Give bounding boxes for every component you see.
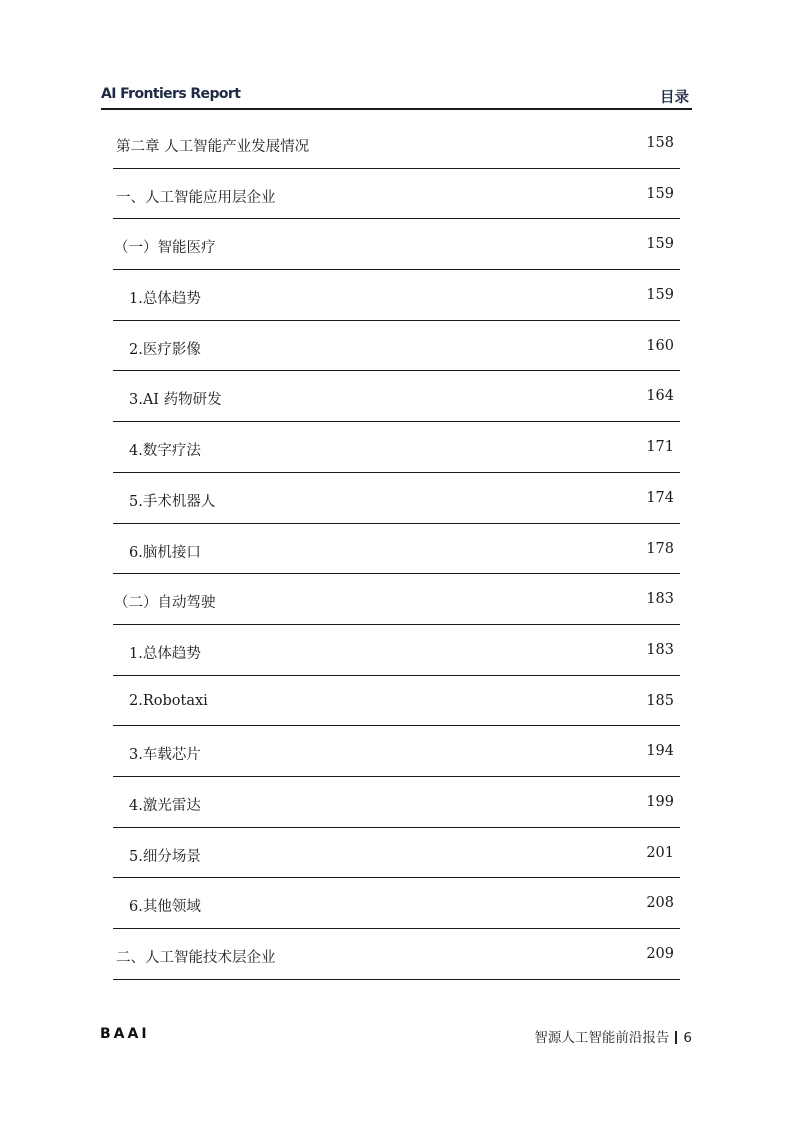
- toc-entry-item[interactable]: [113, 321, 680, 372]
- toc-entry-page: 160: [646, 337, 674, 354]
- toc-entry-item[interactable]: [113, 371, 680, 422]
- toc-entry-label: 1.总体趋势: [129, 645, 201, 662]
- toc-entry-label: 4.激光雷达: [129, 797, 201, 814]
- toc-entry-label: 第二章 人工智能产业发展情况: [116, 139, 310, 155]
- toc-entry-page: 158: [646, 135, 674, 151]
- page-footer: [534, 1026, 692, 1046]
- toc-entry-section[interactable]: [113, 169, 680, 220]
- toc-entry-subsection[interactable]: [113, 574, 680, 625]
- toc-entry-item[interactable]: [113, 270, 680, 321]
- toc-entry-page: 159: [646, 185, 674, 202]
- page-number: 6: [683, 1030, 692, 1046]
- toc-entry-page: 194: [646, 743, 674, 760]
- toc-entry-item[interactable]: [113, 828, 680, 879]
- toc-entry-item[interactable]: [113, 878, 680, 929]
- toc-entry-label: 3.车载芯片: [129, 747, 201, 764]
- footer-separator: [675, 1031, 677, 1044]
- toc-entry-label: （一）智能医疗: [114, 240, 216, 257]
- toc-entry-subsection[interactable]: [113, 219, 680, 270]
- toc-entry-label: 一、人工智能应用层企业: [116, 189, 276, 206]
- toc-entry-item[interactable]: [113, 625, 680, 676]
- toc-entry-page: 208: [646, 895, 674, 912]
- toc-entry-page: 201: [646, 844, 674, 861]
- toc-entry-page: 209: [646, 946, 674, 962]
- page-header: [101, 86, 692, 108]
- toc-entry-label: 2.Robotaxi: [129, 692, 208, 709]
- toc-entry-label: 二、人工智能技术层企业: [116, 950, 276, 966]
- toc-entry-label: （二）自动驾驶: [114, 595, 216, 612]
- toc-entry-label: 2.医疗影像: [129, 341, 201, 358]
- toc-entry-label: 4.数字疗法: [129, 443, 201, 460]
- toc-entry-item[interactable]: [113, 726, 680, 777]
- report-title: AI Frontiers Report: [101, 86, 241, 102]
- toc-entry-section[interactable]: [113, 929, 680, 980]
- toc-entry-page: 178: [646, 540, 674, 557]
- toc-entry-item[interactable]: [113, 473, 680, 524]
- toc-entry-item[interactable]: [113, 676, 680, 727]
- toc-entry-label: 6.脑机接口: [129, 544, 201, 561]
- toc-entry-label: 5.细分场景: [129, 848, 201, 865]
- table-of-contents: [113, 118, 680, 980]
- toc-entry-item[interactable]: [113, 524, 680, 575]
- toc-entry-label: 1.总体趋势: [129, 291, 201, 308]
- toc-entry-item[interactable]: [113, 777, 680, 828]
- baai-logo: BAAI: [100, 1026, 150, 1042]
- toc-entry-item[interactable]: [113, 422, 680, 473]
- toc-entry-chapter[interactable]: [113, 118, 680, 169]
- toc-entry-label: 3.AI 药物研发: [129, 392, 222, 409]
- toc-entry-page: 164: [646, 388, 674, 405]
- toc-entry-page: 199: [646, 793, 674, 810]
- toc-entry-page: 185: [646, 692, 674, 709]
- toc-entry-page: 171: [646, 439, 674, 456]
- section-title: 目录: [660, 90, 689, 106]
- toc-entry-page: 183: [646, 641, 674, 658]
- footer-report-name: 智源人工智能前沿报告: [534, 1030, 670, 1046]
- toc-entry-label: 6.其他领域: [129, 899, 201, 916]
- toc-entry-label: 5.手术机器人: [129, 493, 216, 510]
- toc-entry-page: 159: [646, 236, 674, 253]
- toc-entry-page: 174: [646, 489, 674, 506]
- toc-entry-page: 183: [646, 591, 674, 608]
- toc-entry-page: 159: [646, 287, 674, 304]
- header-divider: [101, 108, 692, 110]
